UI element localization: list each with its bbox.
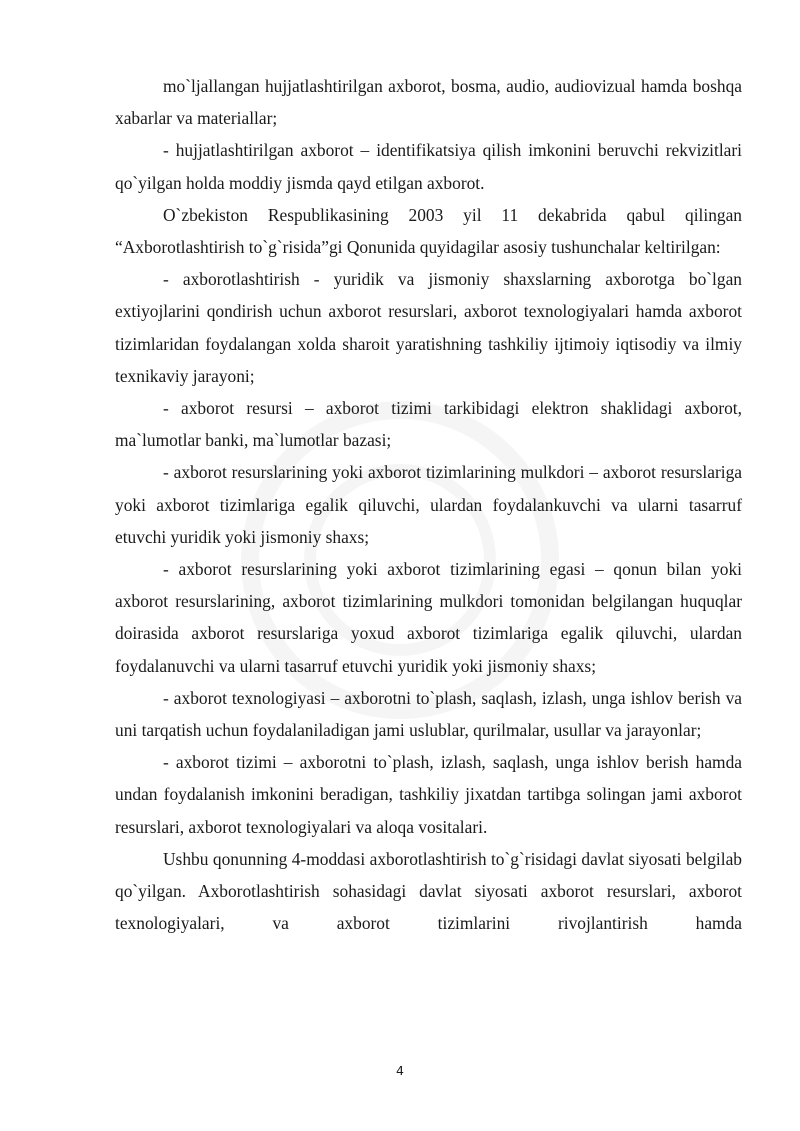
document-body	[115, 70, 742, 939]
paragraph-1: mo`ljallangan hujjatlashtirilgan axborot, bosma, audio, audiovizual hamda boshqa xabarlar va materiallar;	[115, 76, 742, 129]
paragraph-3: O`zbekiston Respublikasining 2003 yil 11 dekabrida qabul qilingan “Axborotlashtirish to`g`risida”gi Qonunida quyidagilar asosiy tushunchalar keltirilgan:	[115, 204, 742, 258]
paragraph-10: Ushbu qonunning 4-moddasi axborotlashtirish to`g`risidagi davlat siyosati belgilab qo`yilgan. Axborotlashtirish sohasidagi davlat siyosati axborot resurslari, axborot texnologiyalari, va axborot tizimlarini rivojlantirish hamda	[115, 848, 742, 934]
paragraph-7: - axborot resurslarining yoki axborot tizimlarining egasi – qonun bilan yoki axborot resurslarining, axborot tizimlarining mulkdori tomonidan belgilangan huquqlar doirasida axborot resurslariga yoxud axborot tizimlariga egalik qiluvchi, ulardan foydalanuvchi va ularni tasarruf etuvchi yuridik yoki jismoniy shaxs;	[115, 559, 742, 676]
page-number: 4	[396, 1063, 404, 1078]
paragraph-4: - axborotlashtirish - yuridik va jismoniy shaxslarning axborotga bo`lgan extiyojlarini qondirish uchun axborot resurslari, axborot texnologiyalari hamda axborot tizimlaridan foydalangan xolda sharoit yaratishning tashkiliy ijtimoiy iqtisodiy va ilmiy texnikaviy jarayoni;	[115, 269, 742, 386]
paragraph-9: - axborot tizimi – axborotni to`plash, izlash, saqlash, unga ishlov berish hamda undan foydalanish imkonini beradigan, tashkiliy jixatdan tartibga solingan jami axborot resurslari, axborot texnologiyalari va aloqa vositalari.	[115, 752, 742, 837]
paragraph-8: - axborot texnologiyasi – axborotni to`plash, saqlash, izlash, unga ishlov berish va uni tarqatish uchun foydalaniladigan jami uslublar, qurilmalar, usullar va jarayonlar;	[115, 687, 742, 741]
paragraph-6: - axborot resurslarining yoki axborot tizimlarining mulkdori – axborot resurslariga yoki axborot tizimlariga egalik qiluvchi, ulardan foydalankuvchi va ularni tasarruf etuvchi yuridik yoki jismoniy shaxs;	[115, 462, 742, 547]
paragraph-2: - hujjatlashtirilgan axborot – identifikatsiya qilish imkonini beruvchi rekvizitlari qo`yilgan holda moddiy jismda qayd etilgan axborot.	[115, 140, 742, 193]
paragraph-5: - axborot resursi – axborot tizimi tarkibidagi elektron shaklidagi axborot, ma`lumotlar banki, ma`lumotlar bazasi;	[115, 398, 742, 451]
